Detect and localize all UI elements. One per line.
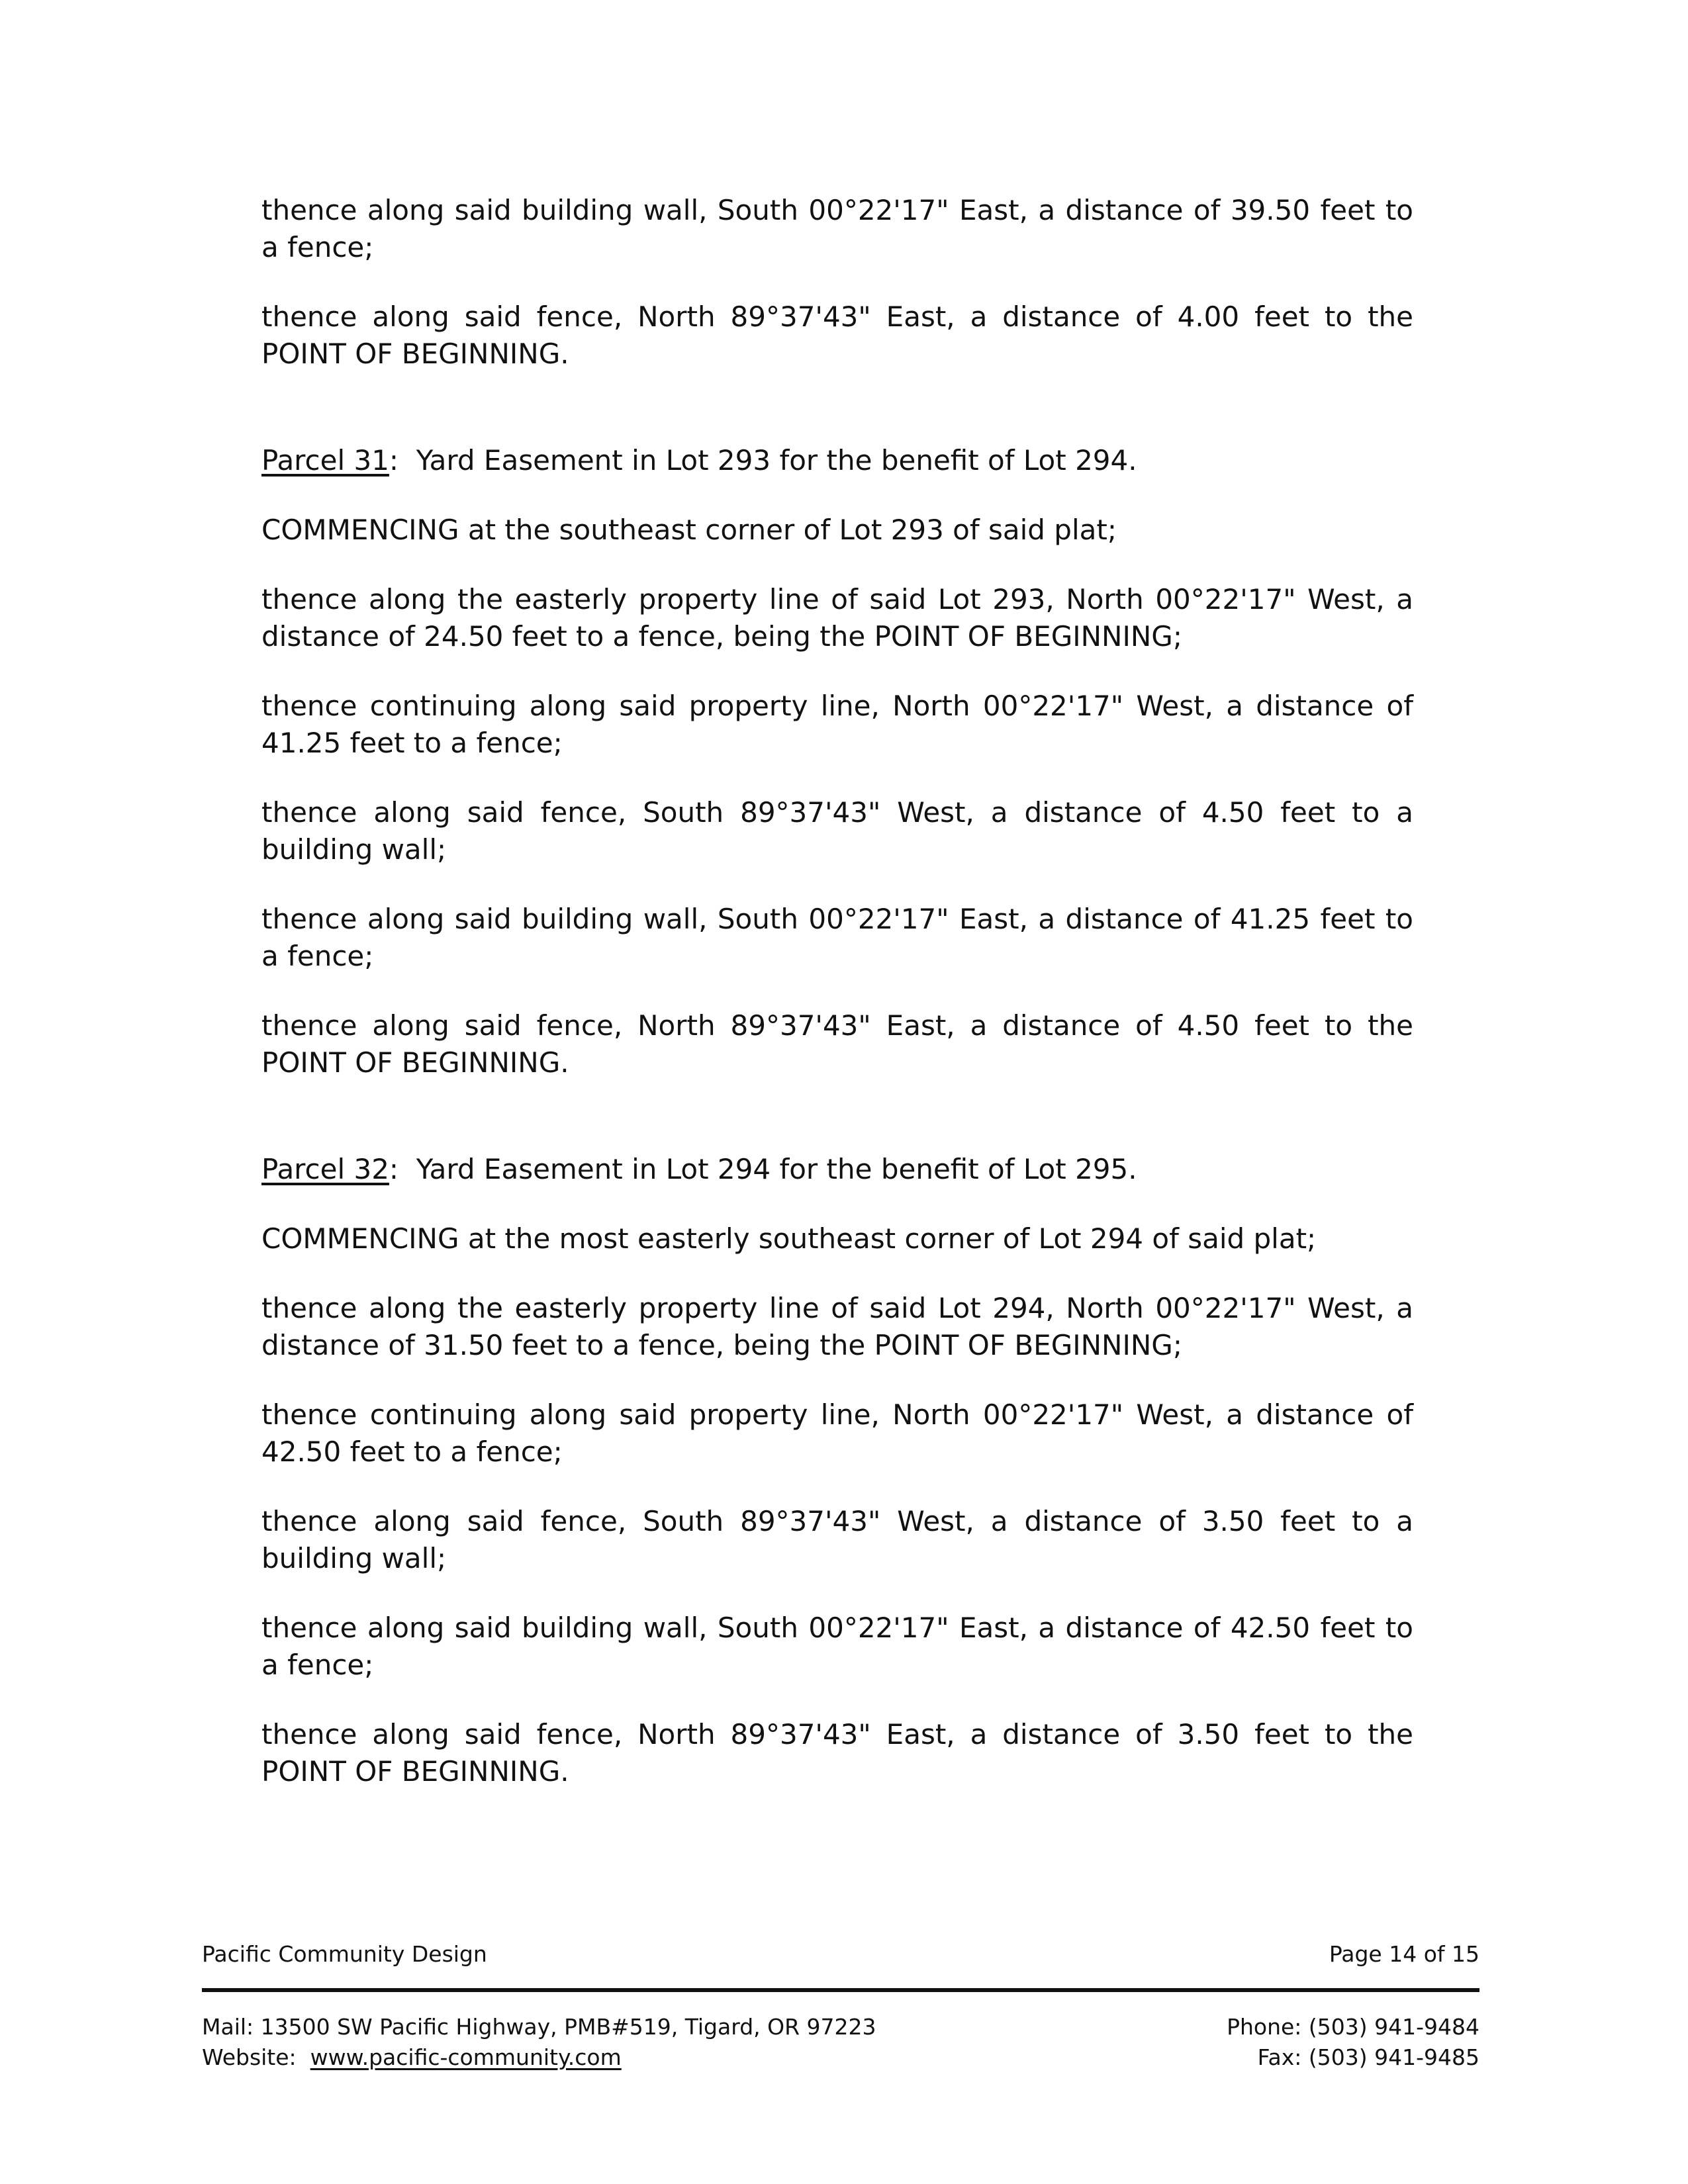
paragraph: thence along said fence, South 89°37'43" West, a distance of 3.50 feet to a building wall;	[261, 1505, 1413, 1574]
paragraph: thence along said building wall, South 00°22'17" East, a distance of 42.50 feet to a fence;	[261, 1612, 1413, 1681]
footer-website-link[interactable]: www.pacific-community.com	[310, 2044, 622, 2070]
footer-contact	[202, 2012, 1479, 2073]
paragraph: thence along said fence, North 89°37'43" East, a distance of 3.50 feet to the POINT OF BEGINNING.	[261, 1718, 1413, 1788]
paragraph: thence along the easterly property line of said Lot 293, North 00°22'17" West, a distance of 24.50 feet to a fence, being the POINT OF BEGINNING;	[261, 583, 1413, 653]
footer-address-block	[202, 2012, 876, 2073]
paragraph: thence continuing along said property line, North 00°22'17" West, a distance of 41.25 feet to a fence;	[261, 690, 1413, 759]
footer-phone: Phone: (503) 941-9484	[1227, 2014, 1479, 2040]
paragraph: thence along said fence, North 89°37'43" East, a distance of 4.50 feet to the POINT OF BEGINNING.	[261, 1009, 1413, 1079]
paragraph: COMMENCING at the southeast corner of Lot 293 of said plat;	[261, 514, 1117, 546]
paragraph: thence along said building wall, South 00°22'17" East, a distance of 39.50 feet to a fence;	[261, 194, 1413, 263]
parcel-32-label: Parcel 32	[261, 1153, 389, 1185]
parcel-31-heading: Parcel 31: Yard Easement in Lot 293 for the benefit of Lot 294.	[261, 444, 1137, 477]
footer-divider	[202, 1988, 1479, 1992]
footer-top	[202, 1939, 1479, 1970]
paragraph: thence along the easterly property line of said Lot 294, North 00°22'17" West, a distance of 31.50 feet to a fence, being the POINT OF BEGINNING;	[261, 1292, 1413, 1361]
paragraph: thence along said fence, North 89°37'43" East, a distance of 4.00 feet to the POINT OF BEGINNING.	[261, 300, 1413, 370]
footer-page-number: Page 14 of 15	[1329, 1941, 1479, 1967]
footer-website-prefix: Website:	[202, 2044, 297, 2070]
footer-website-line	[202, 2042, 876, 2073]
paragraph: thence along said building wall, South 00°22'17" East, a distance of 41.25 feet to a fence;	[261, 903, 1413, 972]
footer-mail: Mail: 13500 SW Pacific Highway, PMB#519, Tigard, OR 97223	[202, 2014, 876, 2040]
paragraph: thence along said fence, South 89°37'43" West, a distance of 4.50 feet to a building wall;	[261, 796, 1413, 866]
document-body	[261, 192, 1413, 1823]
parcel-32-title: Yard Easement in Lot 294 for the benefit of Lot 295.	[416, 1153, 1137, 1185]
footer-phone-block	[1227, 2012, 1479, 2073]
footer-fax: Fax: (503) 941-9485	[1257, 2044, 1479, 2070]
parcel-32-heading: Parcel 32: Yard Easement in Lot 294 for the benefit of Lot 295.	[261, 1153, 1137, 1185]
parcel-31-title: Yard Easement in Lot 293 for the benefit of Lot 294.	[416, 444, 1137, 477]
parcel-31-label: Parcel 31	[261, 444, 389, 477]
footer-company: Pacific Community Design	[202, 1941, 487, 1967]
paragraph: thence continuing along said property line, North 00°22'17" West, a distance of 42.50 feet to a fence;	[261, 1398, 1413, 1468]
paragraph: COMMENCING at the most easterly southeast corner of Lot 294 of said plat;	[261, 1222, 1317, 1255]
